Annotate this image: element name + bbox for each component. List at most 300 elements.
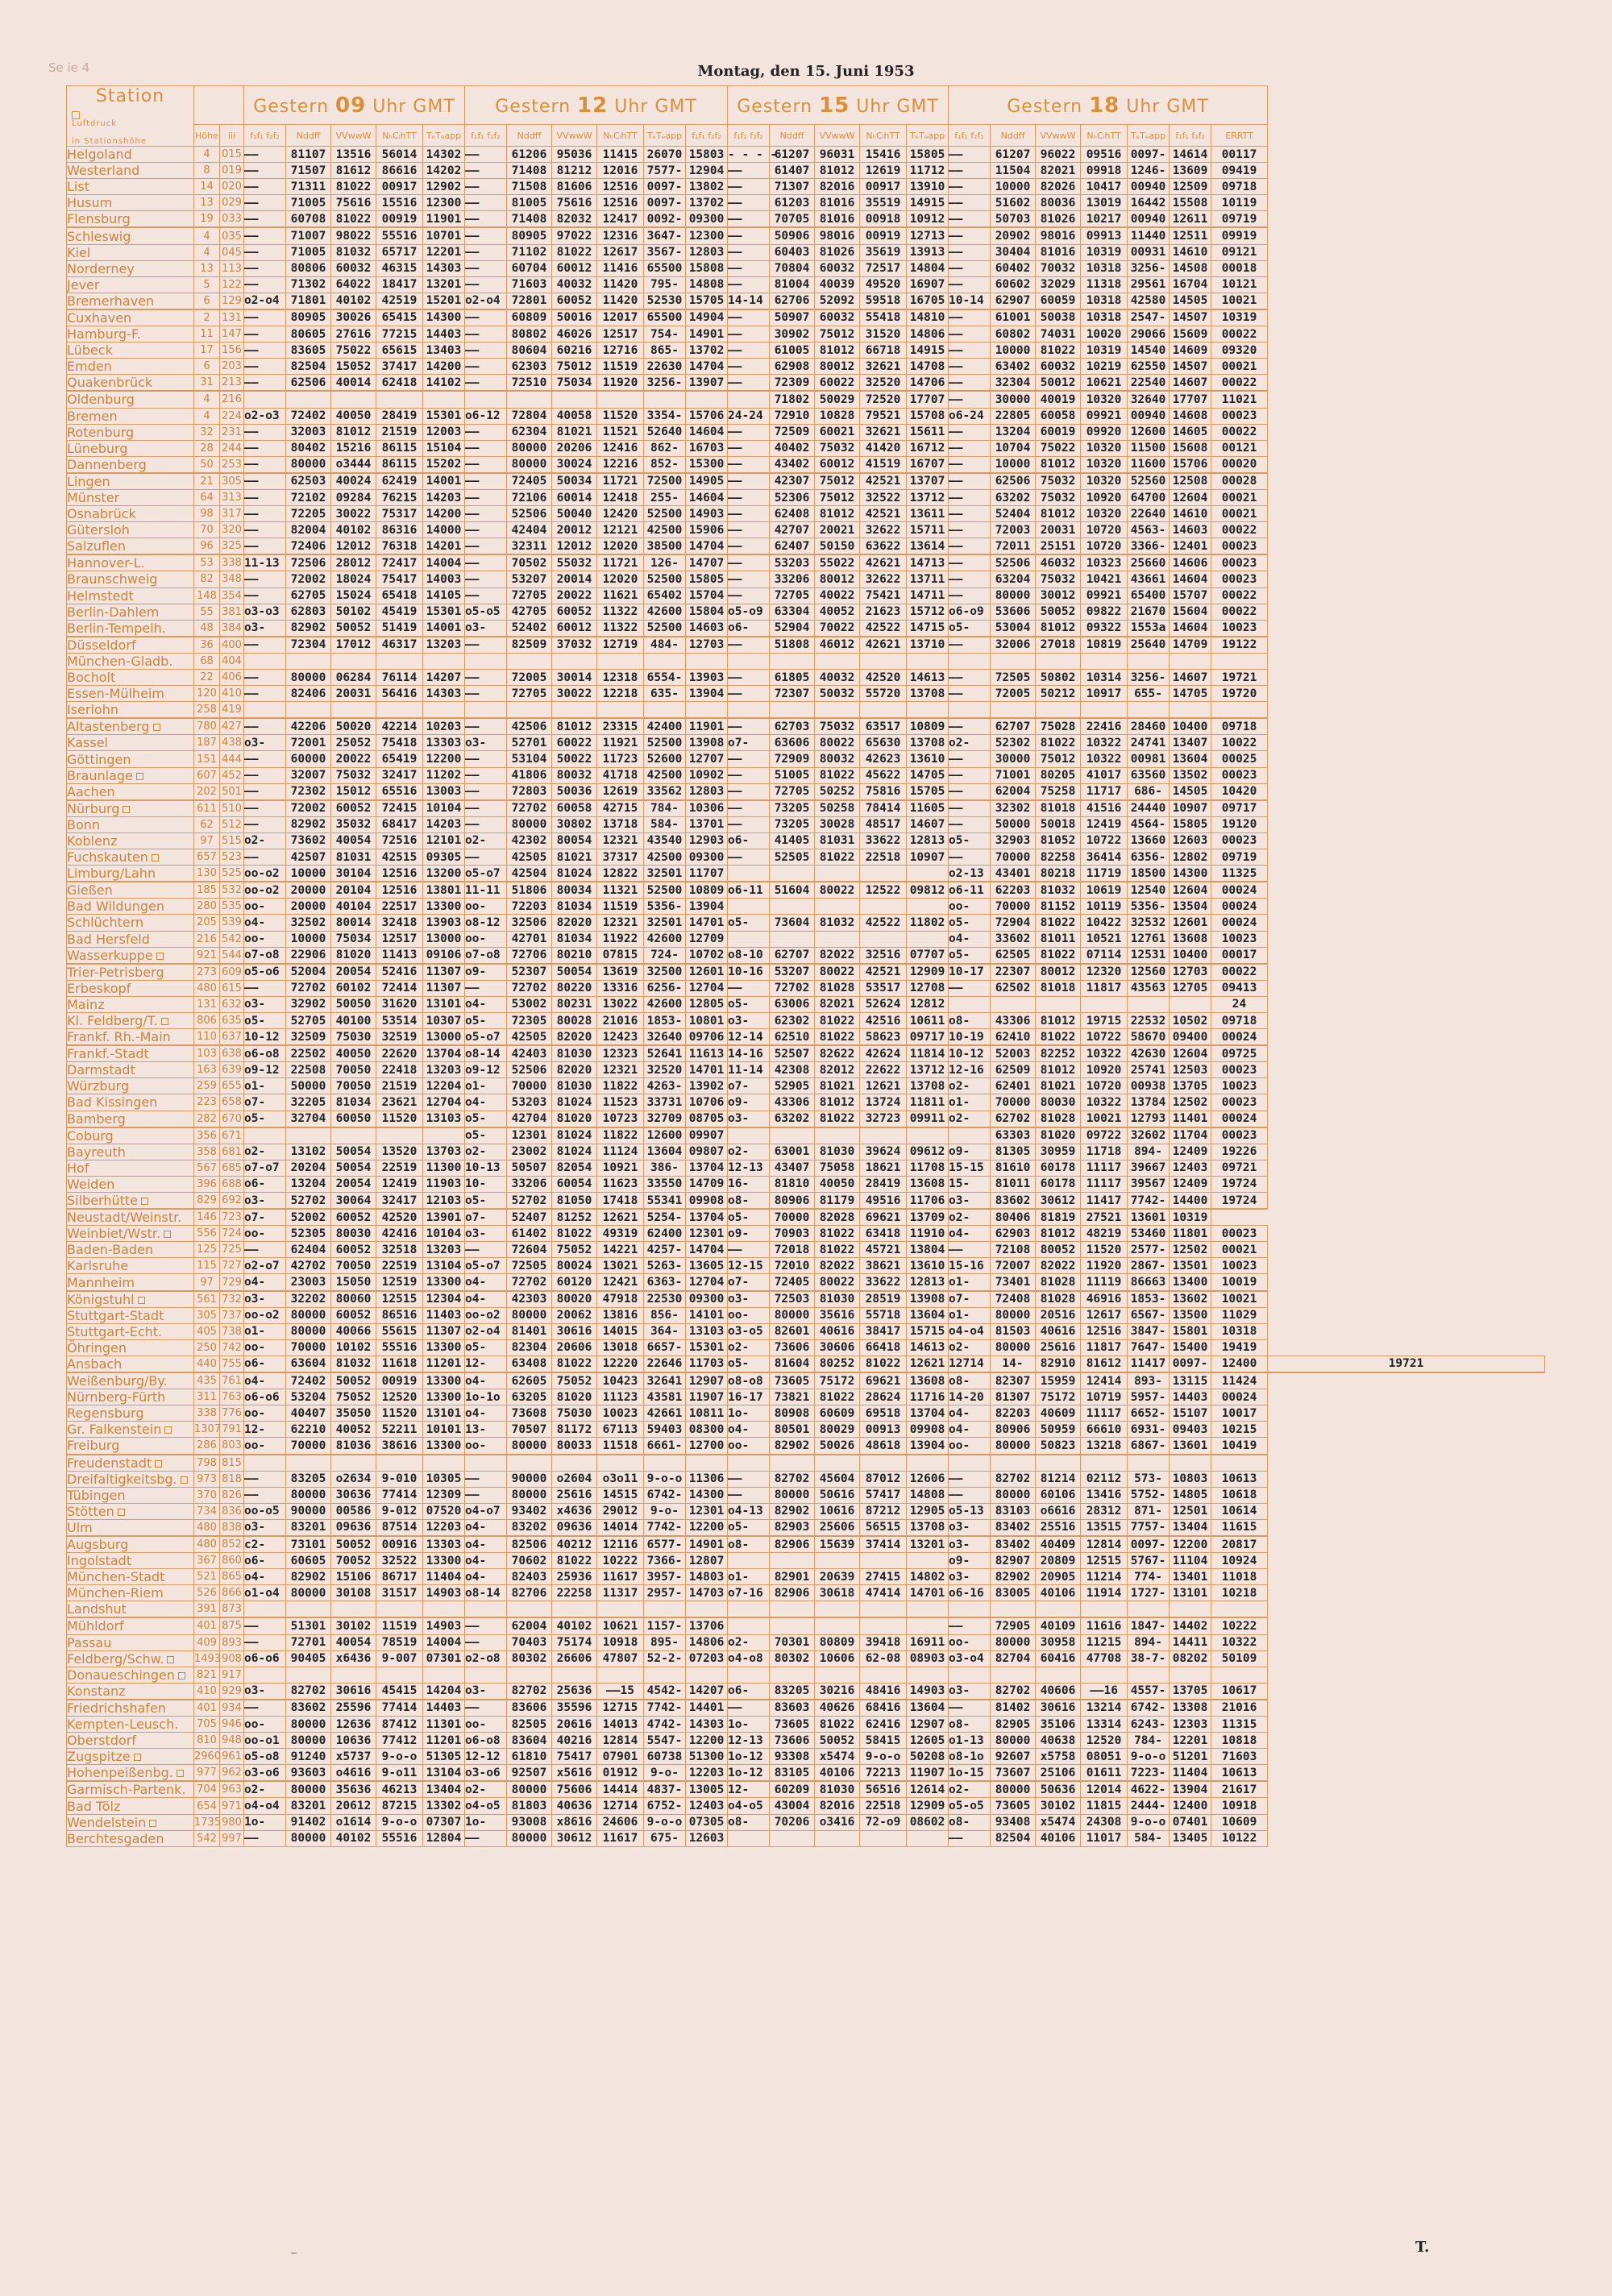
obs-cell: —— [244, 473, 286, 490]
obs-cell: 73821 [770, 1389, 815, 1405]
obs-cell: 87514 [376, 1519, 423, 1536]
obs-cell: 13203 [423, 637, 465, 654]
obs-cell: 14505 [1170, 783, 1211, 800]
obs-cell: 32522 [860, 489, 907, 505]
obs-cell: 15516 [376, 195, 423, 211]
obs-cell: 81612 [1081, 1356, 1128, 1372]
obs-cell [376, 1667, 423, 1683]
obs-cell: 12617 [1081, 1307, 1128, 1323]
obs-cell: 42661 [644, 1405, 686, 1422]
obs-cell: —— [465, 506, 507, 522]
obs-cell: 14540 [1128, 343, 1170, 359]
obs-cell: 20639 [815, 1569, 860, 1585]
station-height: 977 [194, 1765, 220, 1782]
obs-cell: —— [728, 211, 770, 228]
obs-cell: 80000 [507, 1438, 552, 1455]
station-index: 419 [220, 702, 244, 719]
obs-cell: 33602 [991, 931, 1036, 947]
obs-cell: 28419 [376, 408, 423, 424]
obs-cell: 70507 [507, 1422, 552, 1438]
obs-cell: 00024 [1211, 915, 1268, 931]
obs-cell: —— [949, 473, 991, 490]
obs-cell: 81026 [1036, 211, 1081, 228]
obs-cell: 09516 [1081, 147, 1128, 163]
obs-cell: 09612 [907, 1144, 949, 1160]
obs-cell: o8- [728, 1193, 770, 1210]
obs-cell: —— [728, 375, 770, 392]
obs-cell: o3- [465, 620, 507, 637]
obs-cell: 80906 [991, 1422, 1036, 1438]
obs-cell: 1o- [728, 1405, 770, 1422]
obs-cell: 80000 [991, 1339, 1036, 1356]
obs-cell: 62702 [991, 1111, 1036, 1127]
obs-cell: 81152 [1036, 899, 1081, 915]
obs-cell: 60054 [552, 1176, 597, 1192]
obs-cell: —— [728, 276, 770, 293]
obs-cell: 60609 [815, 1405, 860, 1422]
obs-cell [1128, 1667, 1170, 1683]
obs-cell: 43407 [770, 1160, 815, 1176]
obs-cell [244, 1667, 286, 1683]
obs-cell: 55516 [376, 1830, 423, 1846]
obs-cell: —— [728, 195, 770, 211]
station-height: 28 [194, 440, 220, 456]
obs-cell: 60809 [507, 309, 552, 326]
station-index: 638 [220, 1045, 244, 1062]
obs-cell: 11-13 [244, 554, 286, 571]
group-header-15: Gestern 15 Uhr GMT [728, 86, 949, 125]
obs-cell: oo- [244, 1717, 286, 1733]
obs-cell: 10809 [686, 882, 728, 899]
obs-cell: 80022 [815, 735, 860, 751]
obs-cell: 50052 [331, 1372, 376, 1389]
station-height: 1493 [194, 1650, 220, 1667]
obs-cell: 10801 [686, 1012, 728, 1028]
obs-cell: 12200 [686, 1519, 728, 1536]
obs-cell: 60052 [331, 1209, 376, 1226]
station-name: Ingolstadt [67, 1553, 194, 1569]
station-row [67, 1650, 1545, 1667]
obs-cell: 42520 [860, 670, 907, 686]
obs-cell: —— [728, 1471, 770, 1487]
obs-cell: 61805 [770, 670, 815, 686]
obs-cell: 12200 [686, 1733, 728, 1749]
obs-cell: 60032 [1036, 359, 1081, 375]
obs-cell: o7- [949, 1291, 991, 1308]
station-name: Frankf. Rh.-Main [67, 1029, 194, 1046]
obs-cell: 09320 [1211, 343, 1268, 359]
station-height: 4 [194, 408, 220, 424]
obs-cell: 13403 [423, 343, 465, 359]
obs-cell: 13605 [686, 1258, 728, 1274]
obs-cell: 12600 [644, 1127, 686, 1144]
station-index: 129 [220, 293, 244, 309]
obs-cell: 17707 [1170, 391, 1211, 408]
obs-cell: 28460 [1128, 718, 1170, 735]
obs-cell: 71603 [1211, 1749, 1268, 1765]
obs-cell: 13712 [907, 489, 949, 505]
obs-cell: 40024 [331, 473, 376, 490]
obs-cell: 33206 [770, 571, 815, 587]
obs-cell: 80052 [1036, 1242, 1081, 1258]
obs-cell: 00940 [1128, 211, 1170, 228]
subheader-g2-3: NₕCₗhTT [860, 125, 907, 147]
obs-cell [286, 653, 331, 669]
obs-cell: 32502 [286, 915, 331, 931]
obs-cell: 80033 [552, 1438, 597, 1455]
obs-cell: 00913 [860, 1422, 907, 1438]
obs-cell: 12603 [1170, 832, 1211, 849]
obs-cell: oo- [465, 931, 507, 947]
obs-cell: 14705 [907, 767, 949, 783]
obs-cell: 12403 [686, 1798, 728, 1814]
obs-cell: 14709 [686, 1176, 728, 1192]
obs-cell: 635- [644, 686, 686, 702]
obs-cell: 13101 [1170, 1585, 1211, 1601]
obs-cell: 83205 [286, 1471, 331, 1487]
obs-cell [770, 653, 815, 669]
obs-cell: 3647- [644, 227, 686, 244]
obs-cell: 13904 [1170, 1781, 1211, 1798]
obs-cell: 14300 [686, 1487, 728, 1503]
station-height: 273 [194, 964, 220, 981]
obs-cell: 09322 [1081, 620, 1128, 637]
obs-cell: 62203 [991, 882, 1036, 899]
obs-cell: 22518 [860, 1798, 907, 1814]
obs-cell: 80605 [286, 326, 331, 343]
obs-cell: 61001 [991, 309, 1036, 326]
obs-cell: 75418 [376, 735, 423, 751]
obs-cell: —— [949, 718, 991, 735]
obs-cell: 12017 [597, 309, 644, 326]
obs-cell: 11-11 [465, 882, 507, 899]
station-index: 317 [220, 506, 244, 522]
obs-cell: 53517 [860, 980, 907, 996]
obs-cell: 69518 [860, 1405, 907, 1422]
obs-cell: 11901 [423, 211, 465, 228]
obs-cell [860, 1127, 907, 1144]
obs-cell: 3354- [644, 408, 686, 424]
obs-cell: 82702 [991, 1471, 1036, 1487]
obs-cell: 72-o9 [860, 1814, 907, 1830]
obs-cell: 80000 [991, 587, 1036, 604]
subheader-g2-4: TₑTₑapp [907, 125, 949, 147]
obs-cell: 72500 [644, 473, 686, 490]
obs-cell [507, 1455, 552, 1472]
obs-cell: o4- [949, 1422, 991, 1438]
station-index: 515 [220, 832, 244, 849]
obs-cell: 80000 [991, 1438, 1036, 1455]
obs-cell: 40102 [331, 1830, 376, 1846]
station-index: 637 [220, 1029, 244, 1046]
obs-cell: 72505 [507, 1258, 552, 1274]
obs-cell: 14507 [1170, 309, 1211, 326]
obs-cell [286, 702, 331, 719]
obs-cell: o9- [728, 1226, 770, 1242]
obs-cell: —— [244, 375, 286, 392]
station-name: Jever [67, 276, 194, 293]
obs-cell: 23002 [507, 1144, 552, 1160]
obs-cell: 5356- [1128, 899, 1170, 915]
obs-cell: 80000 [286, 1733, 331, 1749]
obs-cell: —— [728, 849, 770, 866]
obs-cell: 83205 [770, 1683, 815, 1700]
obs-cell: 16911 [907, 1634, 949, 1650]
obs-cell: 12803 [686, 244, 728, 260]
obs-cell: 92607 [991, 1749, 1036, 1765]
obs-cell: 69621 [860, 1209, 907, 1226]
obs-cell: 87212 [860, 1503, 907, 1519]
obs-cell: 96031 [815, 147, 860, 163]
obs-cell: 00024 [1211, 882, 1268, 899]
obs-cell: 82706 [507, 1585, 552, 1601]
weather-observation-table [66, 85, 1545, 1847]
obs-cell: 62407 [770, 538, 815, 555]
subheader-g1-4: TₑTₑapp [644, 125, 686, 147]
obs-cell: 82906 [770, 1536, 815, 1553]
obs-cell: 15107 [1170, 1405, 1211, 1422]
obs-cell: 51806 [507, 882, 552, 899]
obs-cell: 82403 [507, 1569, 552, 1585]
station-name: Gr. Falkenstein [67, 1422, 194, 1438]
station-height: 223 [194, 1094, 220, 1111]
station-index: 763 [220, 1389, 244, 1405]
obs-cell: 12101 [423, 832, 465, 849]
obs-cell [286, 1601, 331, 1618]
obs-cell: 6363- [644, 1274, 686, 1291]
station-row [67, 1029, 1545, 1046]
station-index: 535 [220, 899, 244, 915]
obs-cell: o3444 [331, 456, 376, 473]
station-row [67, 1781, 1545, 1798]
obs-cell [860, 899, 907, 915]
station-height: 435 [194, 1372, 220, 1389]
obs-cell: 09719 [1211, 849, 1268, 866]
station-row [67, 1765, 1545, 1782]
station-name: Essen-Mülheim [67, 686, 194, 702]
station-index: 681 [220, 1144, 244, 1160]
obs-cell: 07520 [423, 1503, 465, 1519]
obs-cell: o8- [949, 1717, 991, 1733]
station-name: Freudenstadt [67, 1455, 194, 1472]
obs-cell [465, 1601, 507, 1618]
obs-cell: o7-16 [728, 1585, 770, 1601]
obs-cell: 61203 [770, 195, 815, 211]
obs-cell: 60021 [815, 424, 860, 440]
obs-cell: 73605 [770, 1717, 815, 1733]
obs-cell: 14613 [907, 1339, 949, 1356]
obs-cell: o2- [728, 1144, 770, 1160]
obs-cell: 81034 [552, 931, 597, 947]
obs-cell: 12621 [597, 1209, 644, 1226]
station-index: 639 [220, 1062, 244, 1078]
subheader-g1-0: f₁f₁ f₂f₂ [465, 125, 507, 147]
obs-cell [1081, 653, 1128, 669]
obs-cell: 13604 [1170, 751, 1211, 767]
obs-cell: 37414 [860, 1536, 907, 1553]
station-height: 734 [194, 1503, 220, 1519]
obs-cell: 10636 [331, 1733, 376, 1749]
obs-cell: 5957- [1128, 1389, 1170, 1405]
obs-cell: 12020 [597, 538, 644, 555]
obs-cell [728, 1667, 770, 1683]
obs-cell: 77412 [376, 1733, 423, 1749]
group-header-18: Gestern 18 Uhr GMT [949, 86, 1268, 125]
subheader-g1-5: f₁f₁ f₂f₂ [686, 125, 728, 147]
obs-cell [465, 1455, 507, 1472]
obs-cell: 62908 [770, 359, 815, 375]
obs-cell: —— [465, 163, 507, 179]
obs-cell: 80302 [507, 1650, 552, 1667]
obs-cell: 81031 [331, 849, 376, 866]
obs-cell: o5- [949, 947, 991, 964]
obs-cell: 9-o-o [376, 1814, 423, 1830]
obs-cell: 83603 [770, 1700, 815, 1717]
obs-cell: 81022 [860, 1356, 907, 1372]
obs-cell: 09822 [1081, 604, 1128, 620]
obs-cell: 37032 [552, 637, 597, 654]
obs-cell: 50102 [331, 604, 376, 620]
station-index: 852 [220, 1536, 244, 1553]
obs-cell: o2- [728, 1339, 770, 1356]
obs-cell: 11202 [423, 767, 465, 783]
obs-cell: 81024 [552, 1144, 597, 1160]
obs-cell: 12501 [1170, 1503, 1211, 1519]
obs-cell: 14701 [686, 915, 728, 931]
station-name: Neustadt/Weinstr. [67, 1209, 194, 1226]
station-height: 125 [194, 1242, 220, 1258]
obs-cell: 1553a [1128, 620, 1170, 637]
obs-cell: 15708 [907, 408, 949, 424]
obs-cell: —— [244, 1471, 286, 1487]
obs-cell: 11519 [597, 899, 644, 915]
obs-cell: 09908 [686, 1193, 728, 1210]
obs-cell: 14013 [597, 1717, 644, 1733]
obs-cell: 7577- [644, 163, 686, 179]
obs-cell: 24440 [1128, 800, 1170, 817]
obs-cell: 4263- [644, 1078, 686, 1094]
obs-cell: 72106 [507, 489, 552, 505]
obs-cell: o1- [949, 1307, 991, 1323]
obs-cell: 75174 [552, 1634, 597, 1650]
obs-cell: 52500 [644, 506, 686, 522]
obs-cell: oo-o2 [244, 1307, 286, 1323]
obs-cell: 81016 [1036, 244, 1081, 260]
obs-cell [376, 1455, 423, 1472]
obs-cell: 12614 [907, 1781, 949, 1798]
obs-cell: 10320 [1081, 391, 1128, 408]
station-index: 609 [220, 964, 244, 981]
obs-cell: 30636 [331, 1487, 376, 1503]
obs-cell: 40050 [815, 1176, 860, 1192]
obs-cell [1211, 1667, 1268, 1683]
station-index: 029 [220, 195, 244, 211]
obs-cell: 60058 [1036, 408, 1081, 424]
obs-cell [770, 702, 815, 719]
obs-cell: 11817 [1081, 980, 1128, 996]
obs-cell: 75032 [1036, 489, 1081, 505]
obs-cell: —— [949, 326, 991, 343]
station-row [67, 147, 1545, 163]
obs-cell: 754- [644, 326, 686, 343]
obs-cell: 11617 [597, 1830, 644, 1846]
obs-cell [991, 1601, 1036, 1618]
obs-cell: 70602 [507, 1553, 552, 1569]
obs-cell: 72705 [507, 587, 552, 604]
obs-cell [376, 391, 423, 408]
obs-cell: 12511 [1170, 227, 1211, 244]
obs-cell: 80000 [991, 1487, 1036, 1503]
obs-cell: 40106 [815, 1765, 860, 1782]
obs-cell: 30012 [1036, 587, 1081, 604]
station-index: 873 [220, 1601, 244, 1618]
obs-cell: oo- [244, 1339, 286, 1356]
obs-cell: o5-o5 [465, 604, 507, 620]
obs-cell: 60032 [815, 260, 860, 276]
obs-cell: 14701 [686, 1062, 728, 1078]
obs-cell: oo- [244, 899, 286, 915]
obs-cell: 50029 [815, 391, 860, 408]
obs-cell: 09718 [1211, 1012, 1268, 1028]
obs-cell: o4-o5 [465, 1798, 507, 1814]
station-row [67, 915, 1545, 931]
obs-cell: 11117 [1081, 1160, 1128, 1176]
obs-cell: 86316 [376, 522, 423, 538]
obs-cell: 08602 [907, 1814, 949, 1830]
obs-cell: 42521 [860, 964, 907, 981]
height-header: Höhe [194, 125, 220, 147]
obs-cell: 42580 [1128, 293, 1170, 309]
obs-cell: 41405 [770, 832, 815, 849]
obs-cell: 10319 [1081, 244, 1128, 260]
obs-cell: 13201 [907, 1536, 949, 1553]
station-row [67, 554, 1545, 571]
obs-cell: 12516 [1081, 1323, 1128, 1339]
obs-cell [907, 866, 949, 882]
obs-cell: 81012 [815, 1094, 860, 1111]
obs-cell: 14105 [423, 587, 465, 604]
obs-cell: 12707 [686, 751, 728, 767]
obs-cell: 11403 [423, 1307, 465, 1323]
obs-cell: 14303 [686, 1717, 728, 1733]
obs-cell: —— [465, 244, 507, 260]
obs-cell: 50022 [552, 751, 597, 767]
obs-cell: 62506 [286, 375, 331, 392]
obs-cell: 00020 [1211, 456, 1268, 473]
obs-cell: 60022 [815, 375, 860, 392]
obs-cell: o5-o9 [728, 604, 770, 620]
obs-cell [286, 1667, 331, 1683]
obs-cell: 81012 [1036, 1012, 1081, 1028]
obs-cell: 40039 [815, 276, 860, 293]
obs-cell: 52905 [770, 1078, 815, 1094]
station-index: 427 [220, 718, 244, 735]
obs-cell: 48517 [860, 816, 907, 832]
obs-cell: —— [949, 571, 991, 587]
obs-cell: —— [949, 391, 991, 408]
obs-cell: 10203 [423, 718, 465, 735]
obs-cell: 12520 [1081, 1733, 1128, 1749]
obs-cell: 81032 [815, 915, 860, 931]
obs-cell: 6657- [644, 1339, 686, 1356]
station-row [67, 1601, 1545, 1618]
obs-cell: 42522 [860, 915, 907, 931]
obs-cell [907, 653, 949, 669]
station-height: 97 [194, 1274, 220, 1291]
station-height: 19 [194, 211, 220, 228]
obs-cell: 10217 [1081, 211, 1128, 228]
obs-cell [686, 1667, 728, 1683]
